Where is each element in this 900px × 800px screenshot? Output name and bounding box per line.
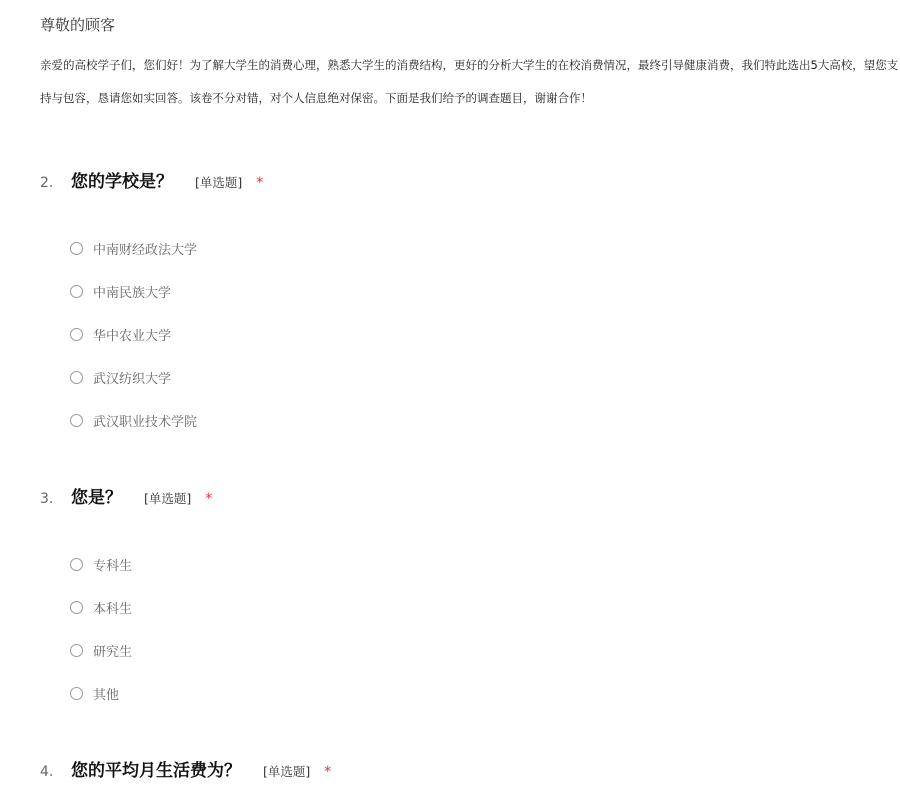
option-school-1[interactable] — [70, 239, 197, 258]
option-label: 中南财经政法大学 — [93, 243, 198, 258]
question-type-label: [单选题] — [195, 175, 243, 190]
question-title: 您是？ — [71, 488, 122, 508]
option-label: 武汉职业技术学院 — [93, 415, 198, 430]
required-marker: * — [324, 764, 332, 780]
option-identity-3[interactable] — [70, 641, 132, 660]
question-number: 4. — [40, 764, 54, 780]
option-label: 本科生 — [93, 602, 133, 617]
question-type-label: [单选题] — [263, 764, 311, 779]
option-school-2[interactable] — [70, 282, 171, 301]
option-label: 专科生 — [93, 559, 133, 574]
required-marker: * — [256, 175, 264, 191]
radio-button-unchecked-icon[interactable] — [70, 644, 83, 657]
option-label: 中南民族大学 — [93, 286, 172, 301]
greeting-heading: 尊敬的顾客 — [40, 16, 116, 34]
question-title: 您的学校是？ — [71, 172, 173, 192]
option-identity-2[interactable] — [70, 598, 132, 617]
question-title: 您的平均月生活费为？ — [71, 761, 241, 781]
radio-button-unchecked-icon[interactable] — [70, 285, 83, 298]
question-4-header — [40, 756, 331, 781]
question-number: 3. — [40, 491, 54, 507]
intro-text-line-2: 持与包容，恳请您如实回答。该卷不分对错，对个人信息绝对保密。下面是我们给予的调查题目，谢谢合作！ — [40, 91, 592, 105]
option-label: 武汉纺织大学 — [93, 372, 172, 387]
radio-button-unchecked-icon[interactable] — [70, 328, 83, 341]
option-school-5[interactable] — [70, 411, 197, 430]
radio-button-unchecked-icon[interactable] — [70, 558, 83, 571]
radio-button-unchecked-icon[interactable] — [70, 414, 83, 427]
option-label: 华中农业大学 — [93, 329, 172, 344]
question-3-header — [40, 483, 212, 508]
radio-button-unchecked-icon[interactable] — [70, 242, 83, 255]
question-number: 2. — [40, 175, 54, 191]
required-marker: * — [205, 491, 213, 507]
radio-button-unchecked-icon[interactable] — [70, 687, 83, 700]
radio-button-unchecked-icon[interactable] — [70, 601, 83, 614]
radio-button-unchecked-icon[interactable] — [70, 371, 83, 384]
option-identity-1[interactable] — [70, 555, 132, 574]
question-2-header — [40, 167, 263, 192]
option-label: 研究生 — [93, 645, 133, 660]
option-school-4[interactable] — [70, 368, 171, 387]
intro-text-line-1: 亲爱的高校学子们，您们好！为了解大学生的消费心理，熟悉大学生的消费结构，更好的分析大学生的在校消费情况，最终引导健康消费，我们特此选出5大高校，望您支 — [40, 58, 899, 72]
option-identity-4[interactable] — [70, 684, 119, 703]
option-school-3[interactable] — [70, 325, 171, 344]
option-label: 其他 — [93, 688, 120, 703]
question-type-label: [单选题] — [144, 491, 192, 506]
